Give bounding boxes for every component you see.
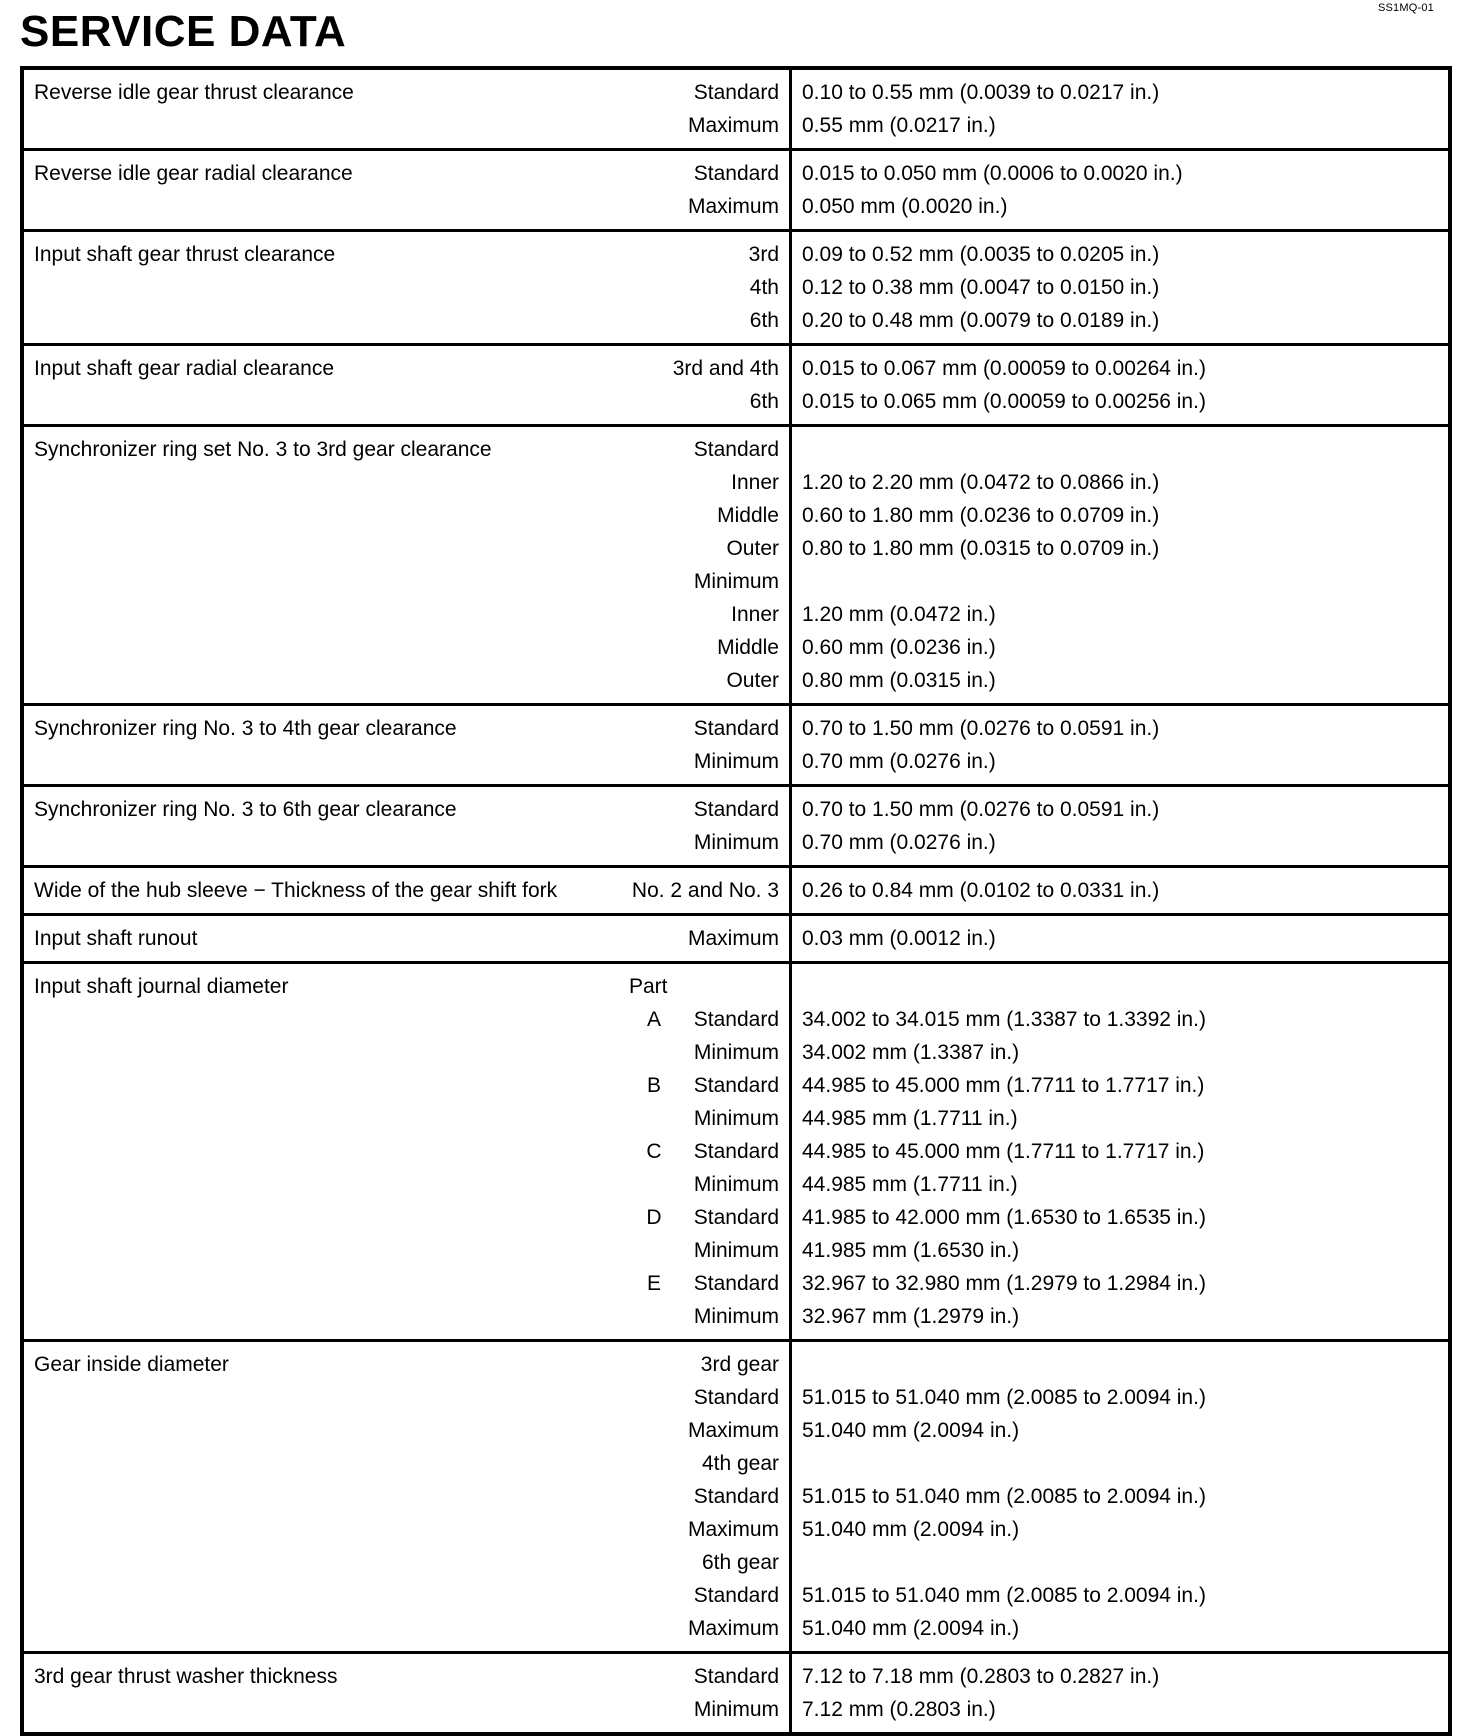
part-letter — [629, 1102, 679, 1135]
spec-value: 0.015 to 0.067 mm (0.00059 to 0.00264 in.) — [802, 357, 1206, 380]
spec-value: 51.040 mm (2.0094 in.) — [802, 1617, 1020, 1640]
spec-value: 51.015 to 51.040 mm (2.0085 to 2.0094 in.) — [802, 1386, 1206, 1409]
table-row — [24, 703, 1448, 784]
item-cell — [24, 916, 792, 961]
table-row — [24, 784, 1448, 865]
spec-label: 6th — [749, 309, 779, 332]
item-cell — [24, 427, 792, 703]
item-name: Input shaft gear thrust clearance — [34, 243, 336, 266]
spec-value: 44.985 mm (1.7711 in.) — [802, 1173, 1018, 1196]
table-row — [24, 1651, 1448, 1732]
item-name: Synchronizer ring No. 3 to 6th gear clearance — [34, 798, 457, 821]
spec-value: 0.12 to 0.38 mm (0.0047 to 0.0150 in.) — [802, 276, 1160, 299]
spec-label: Standard — [693, 1485, 779, 1508]
value-cell — [792, 232, 1448, 343]
part-letter: C — [646, 1140, 662, 1163]
spec-value: 0.050 mm (0.0020 in.) — [802, 195, 1008, 218]
spec-value: 0.26 to 0.84 mm (0.0102 to 0.0331 in.) — [802, 879, 1160, 902]
item-cell — [24, 151, 792, 229]
spec-label: 6th gear — [701, 1551, 779, 1574]
value-cell — [792, 427, 1448, 703]
spec-value: 0.70 to 1.50 mm (0.0276 to 0.0591 in.) — [802, 717, 1160, 740]
label-column — [629, 970, 779, 1333]
service-data-table — [20, 66, 1452, 1736]
item-cell — [24, 232, 792, 343]
spec-label: Middle — [717, 636, 779, 659]
spec-value: 44.985 to 45.000 mm (1.7711 to 1.7717 in.) — [802, 1074, 1205, 1097]
part-letter: E — [646, 1272, 661, 1295]
spec-value: 0.70 to 1.50 mm (0.0276 to 0.0591 in.) — [802, 798, 1160, 821]
spec-value: 0.09 to 0.52 mm (0.0035 to 0.0205 in.) — [802, 243, 1160, 266]
spec-label: Standard — [693, 717, 779, 740]
table-row — [24, 343, 1448, 424]
table-row — [24, 1339, 1448, 1651]
spec-value: 44.985 to 45.000 mm (1.7711 to 1.7717 in.) — [802, 1140, 1205, 1163]
document-code: SS1MQ-01 — [1377, 2, 1434, 14]
spec-value: 1.20 to 2.20 mm (0.0472 to 0.0866 in.) — [802, 471, 1160, 494]
table-row — [24, 865, 1448, 913]
value-cell — [792, 916, 1448, 961]
table-row — [24, 148, 1448, 229]
part-letter — [629, 1168, 679, 1201]
spec-label: Maximum — [687, 1617, 779, 1640]
spec-value: 0.70 mm (0.0276 in.) — [802, 831, 996, 854]
spec-label: Standard — [693, 1140, 779, 1163]
spec-label: Standard — [693, 798, 779, 821]
spec-label: Standard — [693, 1074, 779, 1097]
part-letter: B — [646, 1074, 661, 1097]
table-row — [24, 961, 1448, 1339]
value-cell — [792, 787, 1448, 865]
spec-label: Minimum — [693, 1107, 779, 1130]
item-name: Wide of the hub sleeve − Thickness of the gear shift fork — [34, 879, 558, 902]
label-column — [688, 76, 779, 142]
spec-label: Minimum — [693, 1698, 779, 1721]
item-cell — [24, 787, 792, 865]
spec-label: Standard — [693, 1008, 779, 1031]
item-name: Reverse idle gear thrust clearance — [34, 81, 354, 104]
item-cell — [24, 70, 792, 148]
part-letter: A — [646, 1008, 661, 1031]
spec-label: Middle — [717, 504, 779, 527]
spec-label: 4th — [749, 276, 779, 299]
spec-label: 6th — [749, 390, 779, 413]
spec-label: Maximum — [687, 114, 779, 137]
value-cell — [792, 1342, 1448, 1651]
spec-value: 0.80 to 1.80 mm (0.0315 to 0.0709 in.) — [802, 537, 1160, 560]
spec-value: 0.80 mm (0.0315 in.) — [802, 669, 996, 692]
value-cell — [792, 70, 1448, 148]
spec-value — [802, 1447, 1438, 1480]
spec-value: 0.70 mm (0.0276 in.) — [802, 750, 996, 773]
label-column — [694, 433, 779, 697]
table-row — [24, 229, 1448, 343]
part-letter — [629, 1300, 679, 1333]
spec-label: Outer — [726, 669, 779, 692]
label-column — [694, 1660, 779, 1726]
spec-label: Outer — [726, 537, 779, 560]
part-letter — [629, 1036, 679, 1069]
spec-value — [802, 565, 1438, 598]
spec-value: 51.015 to 51.040 mm (2.0085 to 2.0094 in.) — [802, 1584, 1206, 1607]
spec-value: 34.002 to 34.015 mm (1.3387 to 1.3392 in.) — [802, 1008, 1206, 1031]
page-title: SERVICE DATA — [20, 7, 347, 56]
spec-value: 41.985 mm (1.6530 in.) — [802, 1239, 1020, 1262]
spec-label: Standard — [693, 1272, 779, 1295]
spec-label: Minimum — [693, 750, 779, 773]
item-name: Input shaft journal diameter — [34, 975, 289, 998]
spec-value: 0.10 to 0.55 mm (0.0039 to 0.0217 in.) — [802, 81, 1160, 104]
spec-value — [802, 1546, 1438, 1579]
value-cell — [792, 964, 1448, 1339]
label-column — [688, 157, 779, 223]
table-row — [24, 913, 1448, 961]
spec-value-empty — [802, 970, 1438, 1003]
spec-value — [802, 433, 1438, 466]
spec-label: 3rd gear — [700, 1353, 779, 1376]
spec-label: Maximum — [687, 1518, 779, 1541]
spec-label: Standard — [693, 81, 779, 104]
spec-label: Maximum — [687, 195, 779, 218]
label-column — [688, 922, 779, 955]
spec-label: Maximum — [687, 927, 779, 950]
spec-label: Inner — [731, 471, 779, 494]
label-column — [673, 352, 779, 418]
spec-value: 0.015 to 0.065 mm (0.00059 to 0.00256 in.) — [802, 390, 1206, 413]
label-column — [694, 793, 779, 859]
value-cell — [792, 1654, 1448, 1732]
label-column — [632, 874, 779, 907]
spec-value: 51.015 to 51.040 mm (2.0085 to 2.0094 in.) — [802, 1485, 1206, 1508]
spec-value: 0.03 mm (0.0012 in.) — [802, 927, 996, 950]
spec-value: 32.967 mm (1.2979 in.) — [802, 1305, 1020, 1328]
item-cell — [24, 964, 792, 1339]
spec-label: Inner — [731, 603, 779, 626]
spec-label: No. 2 and No. 3 — [631, 879, 779, 902]
spec-label: Minimum — [693, 1239, 779, 1262]
item-cell — [24, 868, 792, 913]
spec-value: 51.040 mm (2.0094 in.) — [802, 1419, 1020, 1442]
item-name: Synchronizer ring set No. 3 to 3rd gear clearance — [34, 438, 492, 461]
spec-label: Standard — [693, 1665, 779, 1688]
spec-label: Standard — [693, 1386, 779, 1409]
spec-value: 0.015 to 0.050 mm (0.0006 to 0.0020 in.) — [802, 162, 1183, 185]
value-cell — [792, 868, 1448, 913]
value-cell — [792, 151, 1448, 229]
table-row — [24, 70, 1448, 148]
item-name: Input shaft runout — [34, 927, 198, 950]
spec-label: Maximum — [687, 1419, 779, 1442]
spec-label: Standard — [693, 1206, 779, 1229]
spec-value: 7.12 to 7.18 mm (0.2803 to 0.2827 in.) — [802, 1665, 1160, 1688]
spec-value: 0.60 mm (0.0236 in.) — [802, 636, 996, 659]
item-name: Reverse idle gear radial clearance — [34, 162, 353, 185]
spec-value — [802, 1348, 1438, 1381]
item-name: Synchronizer ring No. 3 to 4th gear clearance — [34, 717, 457, 740]
label-column — [694, 712, 779, 778]
spec-value: 7.12 mm (0.2803 in.) — [802, 1698, 996, 1721]
label-column — [749, 238, 779, 337]
item-cell — [24, 706, 792, 784]
spec-value: 0.55 mm (0.0217 in.) — [802, 114, 996, 137]
spec-label: 3rd — [748, 243, 779, 266]
spec-value: 51.040 mm (2.0094 in.) — [802, 1518, 1020, 1541]
spec-label: 3rd and 4th — [672, 357, 779, 380]
spec-label: Minimum — [693, 1305, 779, 1328]
item-name: 3rd gear thrust washer thickness — [34, 1665, 338, 1688]
spec-label: Minimum — [693, 831, 779, 854]
label-column — [688, 1348, 779, 1645]
value-cell — [792, 346, 1448, 424]
spec-label: Minimum — [693, 570, 779, 593]
spec-label: Standard — [693, 438, 779, 461]
part-letter: D — [646, 1206, 662, 1229]
spec-value: 34.002 mm (1.3387 in.) — [802, 1041, 1020, 1064]
spec-value: 0.20 to 0.48 mm (0.0079 to 0.0189 in.) — [802, 309, 1160, 332]
spec-label: Minimum — [693, 1173, 779, 1196]
item-cell — [24, 1342, 792, 1651]
part-letter — [629, 1234, 679, 1267]
item-name: Input shaft gear radial clearance — [34, 357, 335, 380]
table-row — [24, 424, 1448, 703]
part-header: Part — [629, 975, 668, 998]
spec-value: 0.60 to 1.80 mm (0.0236 to 0.0709 in.) — [802, 504, 1160, 527]
value-cell — [792, 706, 1448, 784]
spec-value: 1.20 mm (0.0472 in.) — [802, 603, 996, 626]
spec-label: Minimum — [693, 1041, 779, 1064]
spec-value: 32.967 to 32.980 mm (1.2979 to 1.2984 in.) — [802, 1272, 1206, 1295]
spec-label: Standard — [693, 1584, 779, 1607]
item-name: Gear inside diameter — [34, 1353, 229, 1376]
item-cell — [24, 346, 792, 424]
spec-label: 4th gear — [701, 1452, 779, 1475]
spec-value: 41.985 to 42.000 mm (1.6530 to 1.6535 in.) — [802, 1206, 1206, 1229]
spec-label: Standard — [693, 162, 779, 185]
item-cell — [24, 1654, 792, 1732]
spec-value: 44.985 mm (1.7711 in.) — [802, 1107, 1018, 1130]
